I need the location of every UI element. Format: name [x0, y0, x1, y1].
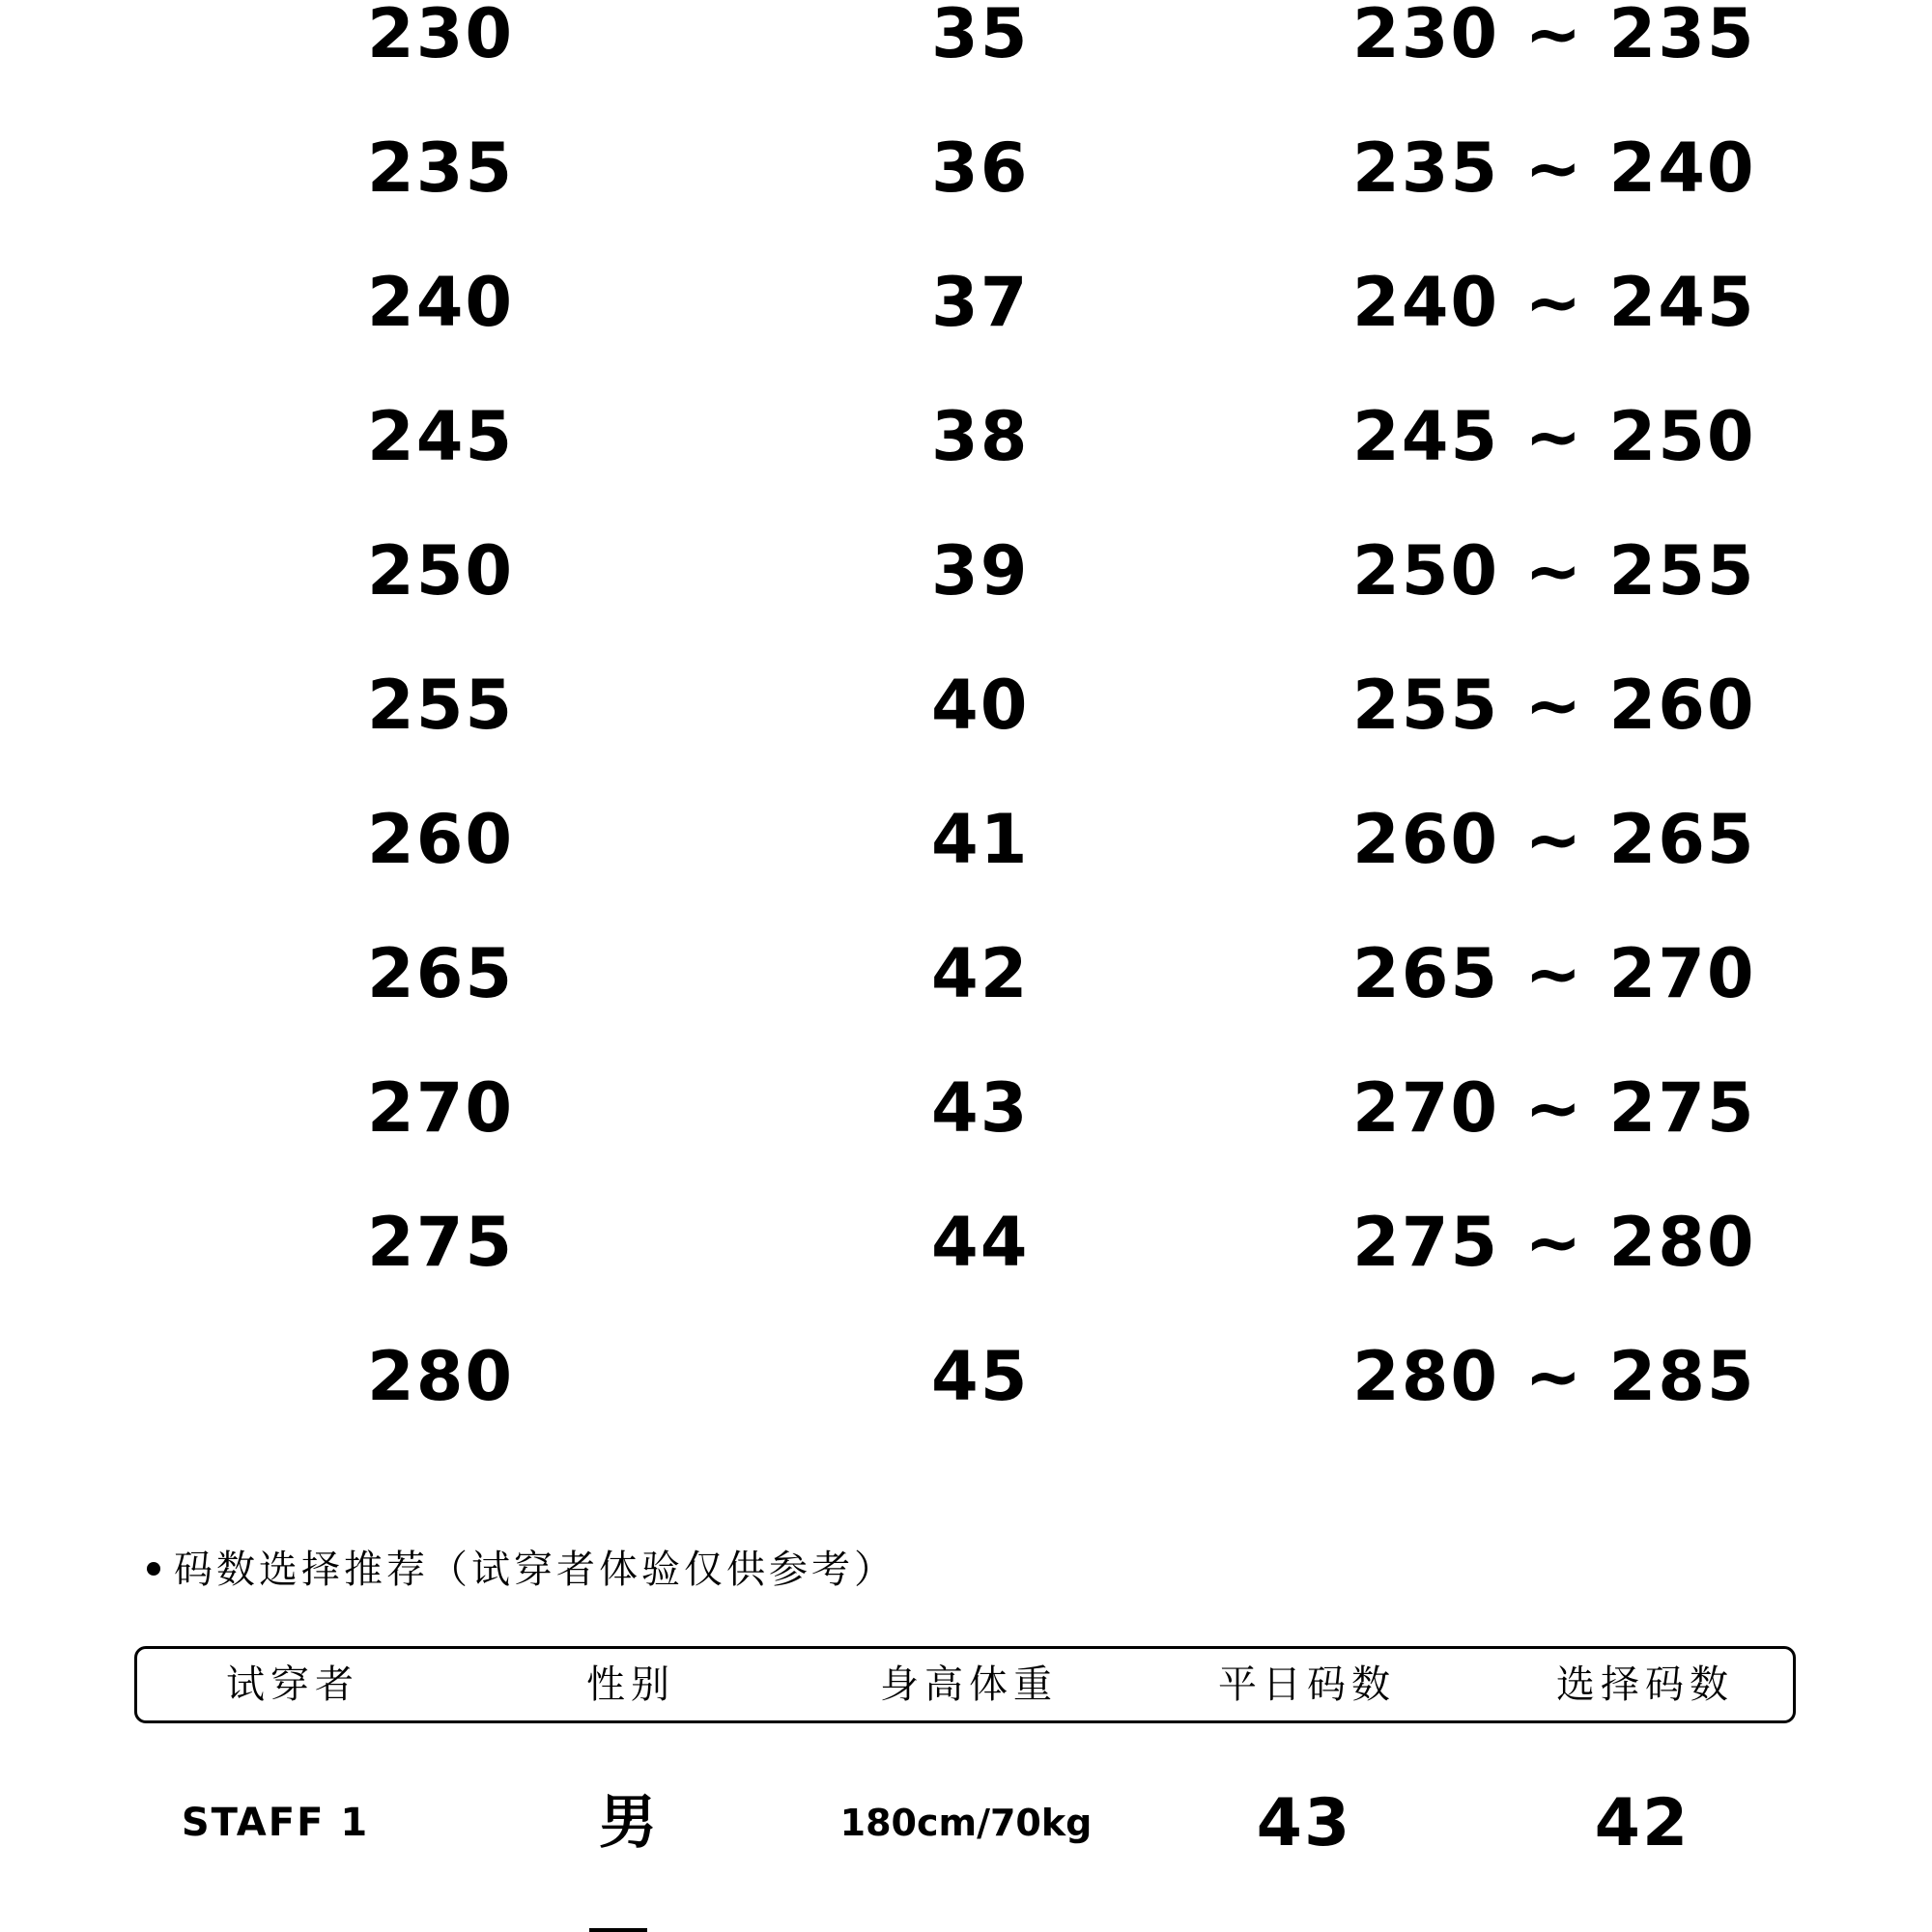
header-tester: 试穿者 — [226, 1662, 359, 1707]
eu-size: 45 — [931, 1337, 1030, 1416]
size-row — [0, 504, 1932, 639]
tester-usual-size: 43 — [1256, 1785, 1352, 1861]
bullet-dot-icon — [147, 1562, 160, 1576]
eu-size: 42 — [931, 934, 1030, 1013]
header-chosen-size: 选择码数 — [1556, 1662, 1734, 1707]
size-row — [0, 639, 1932, 773]
size-row — [0, 1041, 1932, 1176]
foot-length-range: 235 ~ 240 — [1352, 128, 1756, 208]
eu-size: 37 — [931, 263, 1030, 342]
eu-size: 40 — [931, 666, 1030, 745]
foot-length-range: 265 ~ 270 — [1352, 934, 1756, 1013]
foot-length-mm: 255 — [367, 666, 515, 745]
foot-length-range: 245 ~ 250 — [1352, 397, 1756, 476]
recommendation-title: 码数选择推荐（试穿者体验仅供参考） — [174, 1548, 896, 1592]
recommendation-heading — [147, 1546, 896, 1594]
header-gender: 性别 — [586, 1662, 675, 1707]
header-height-weight: 身高体重 — [880, 1662, 1058, 1707]
tester-height-weight: 180cm/70kg — [839, 1802, 1093, 1844]
foot-length-range: 280 ~ 285 — [1352, 1337, 1756, 1416]
size-row — [0, 1176, 1932, 1310]
foot-length-range: 260 ~ 265 — [1352, 800, 1756, 879]
eu-size: 39 — [931, 531, 1030, 611]
foot-length-mm: 245 — [367, 397, 515, 476]
foot-length-range: 255 ~ 260 — [1352, 666, 1756, 745]
foot-length-mm: 260 — [367, 800, 515, 879]
tester-name: STAFF 1 — [181, 1801, 370, 1845]
size-row — [0, 370, 1932, 504]
size-row — [0, 1310, 1932, 1444]
foot-length-range: 250 ~ 255 — [1352, 531, 1756, 611]
eu-size: 36 — [931, 128, 1030, 208]
foot-length-mm: 235 — [367, 128, 515, 208]
table-row — [0, 1777, 1932, 1869]
foot-length-mm: 270 — [367, 1068, 515, 1148]
eu-size: 43 — [931, 1068, 1030, 1148]
foot-length-mm: 240 — [367, 263, 515, 342]
foot-length-mm: 230 — [367, 0, 515, 73]
foot-length-range: 240 ~ 245 — [1352, 263, 1756, 342]
eu-size: 35 — [931, 0, 1030, 73]
recommendation-table-header — [134, 1646, 1796, 1723]
tester-chosen-size: 42 — [1594, 1785, 1690, 1861]
header-usual-size: 平日码数 — [1218, 1662, 1396, 1707]
eu-size: 44 — [931, 1203, 1030, 1282]
foot-length-mm: 275 — [367, 1203, 515, 1282]
next-row-cut-off — [580, 1922, 657, 1932]
foot-length-mm: 265 — [367, 934, 515, 1013]
eu-size: 41 — [931, 800, 1030, 879]
foot-length-mm: 250 — [367, 531, 515, 611]
size-row — [0, 907, 1932, 1041]
foot-length-mm: 280 — [367, 1337, 515, 1416]
size-row — [0, 101, 1932, 236]
foot-length-range: 275 ~ 280 — [1352, 1203, 1756, 1282]
eu-size: 38 — [931, 397, 1030, 476]
foot-length-range: 270 ~ 275 — [1352, 1068, 1756, 1148]
cut-off-stroke — [589, 1928, 647, 1932]
size-row — [0, 236, 1932, 370]
foot-length-range: 230 ~ 235 — [1352, 0, 1756, 73]
size-row — [0, 0, 1932, 101]
tester-gender: 男 — [599, 1789, 657, 1857]
size-row — [0, 773, 1932, 907]
